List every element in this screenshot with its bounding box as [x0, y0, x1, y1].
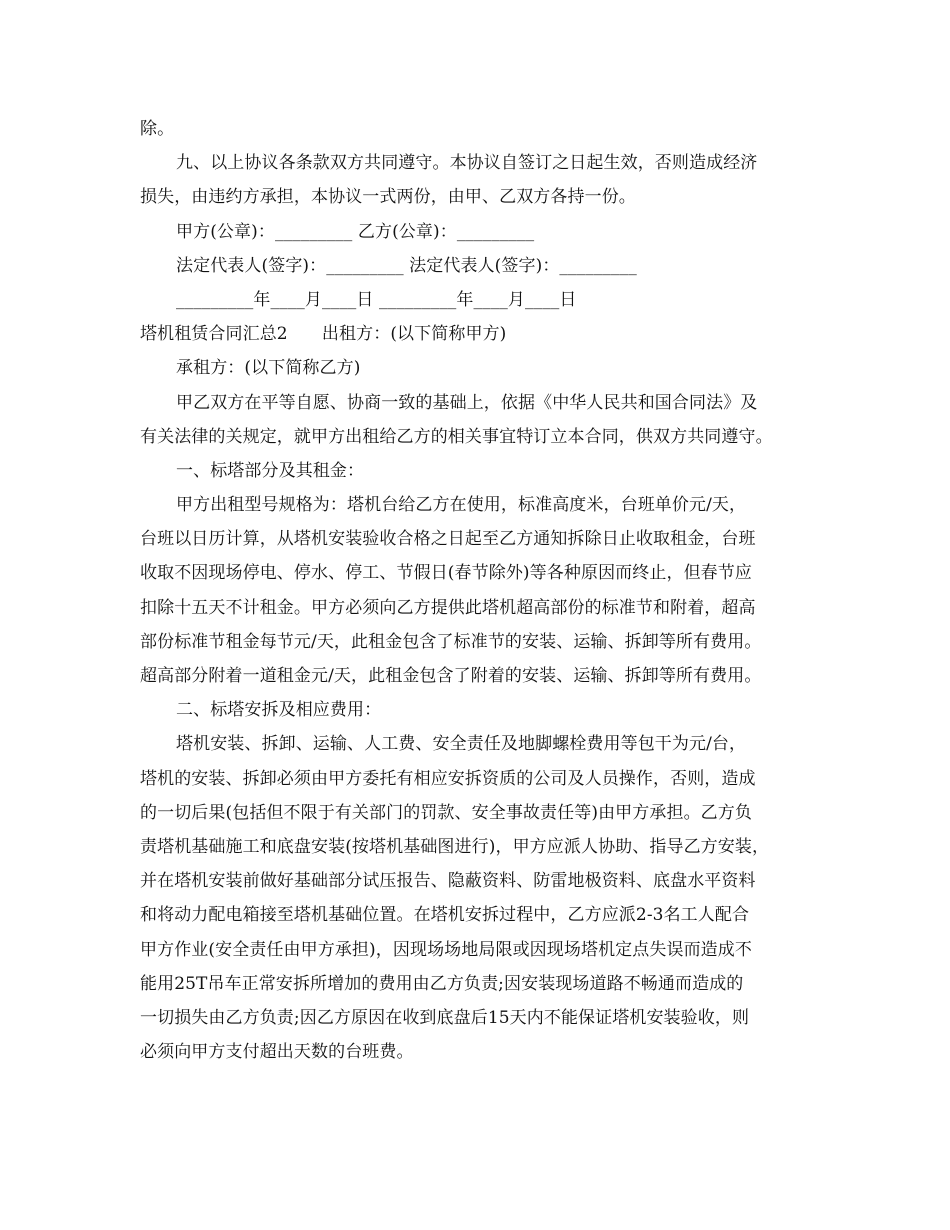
paragraph-line: 责塔机基础施工和底盘安装(按塔机基础图进行)，甲方应派人协助、指导乙方安装， [140, 836, 770, 857]
paragraph-line: 扣除十五天不计租金。甲方必须向乙方提供此塔机超高部份的标准节和附着，超高 [140, 597, 756, 618]
paragraph-line: 除。 [140, 119, 175, 139]
paragraph-line: 台班以日历计算，从塔机安装验收合格之日起至乙方通知拆除日止收取租金，台班 [140, 529, 756, 550]
paragraph-line: 的一切后果(包括但不限于有关部门的罚款、安全事故责任等)由甲方承担。乙方负 [140, 802, 752, 823]
paragraph-line: 甲方出租型号规格为：塔机台给乙方在使用，标准高度米，台班单价元/天， [176, 495, 747, 516]
paragraph-line: 超高部分附着一道租金元/天，此租金包含了附着的安装、运输、拆卸等所有费用。 [140, 666, 762, 686]
paragraph-line: 九、以上协议各条款双方共同遵守。本协议自签订之日起生效，否则造成经济 [176, 153, 758, 174]
paragraph-line: 能用25T吊车正常安拆所增加的费用由乙方负责;因安装现场道路不畅通而造成的 [140, 973, 744, 994]
paragraph-line: 必须向甲方支付超出天数的台班费。 [140, 1042, 414, 1063]
signature-line-seals: 甲方(公章)：_________ 乙方(公章)：_________ [176, 221, 535, 242]
paragraph-line: 并在塔机安装前做好基础部分试压报告、隐蔽资料、防雷地极资料、底盘水平资料 [140, 871, 756, 892]
paragraph-line: 一切损失由乙方负责;因乙方原因在收到底盘后15天内不能保证塔机安装验收，则 [140, 1007, 750, 1028]
contract-text [140, 112, 810, 1069]
paragraph-line: 收取不因现场停电、停水、停工、节假日(春节除外)等各种原因而终止，但春节应 [140, 563, 752, 584]
paragraph-line: 部份标准节租金每节元/天，此租金包含了标准节的安装、运输、拆卸等所有费用。 [140, 631, 762, 652]
contract-heading-line: 塔机租赁合同汇总2 出租方：(以下简称甲方) [140, 324, 507, 345]
paragraph-line: 塔机安装、拆卸、运输、人工费、安全责任及地脚螺栓费用等包干为元/台， [176, 734, 747, 755]
section-heading: 二、标塔安拆及相应费用： [176, 700, 382, 721]
paragraph-line: 甲方作业(安全责任由甲方承担)，因现场场地局限或因现场塔机定点失误而造成不 [140, 939, 752, 960]
paragraph-line: 有关法律的关规定，就甲方出租给乙方的相关事宜特订立本合同，供双方共同遵守。 [140, 426, 773, 447]
paragraph-line: 和将动力配电箱接至塔机基础位置。在塔机安拆过程中，乙方应派2-3名工人配合 [140, 905, 750, 926]
section-heading: 一、标塔部分及其租金： [176, 460, 365, 481]
signature-line-dates: _________年____月____日 _________年____月____日 [176, 289, 577, 310]
paragraph-line: 塔机的安装、拆卸必须由甲方委托有相应安拆资质的公司及人员操作，否则，造成 [140, 768, 756, 789]
paragraph-line: 损失，由违约方承担，本协议一式两份，由甲、乙双方各持一份。 [140, 187, 636, 208]
paragraph-line: 承租方：(以下简称乙方) [176, 358, 361, 379]
signature-line-representatives: 法定代表人(签字)：_________ 法定代表人(签字)：_________ [176, 255, 637, 276]
paragraph-line: 甲乙双方在平等自愿、协商一致的基础上，依据《中华人民共和国合同法》及 [176, 392, 758, 413]
